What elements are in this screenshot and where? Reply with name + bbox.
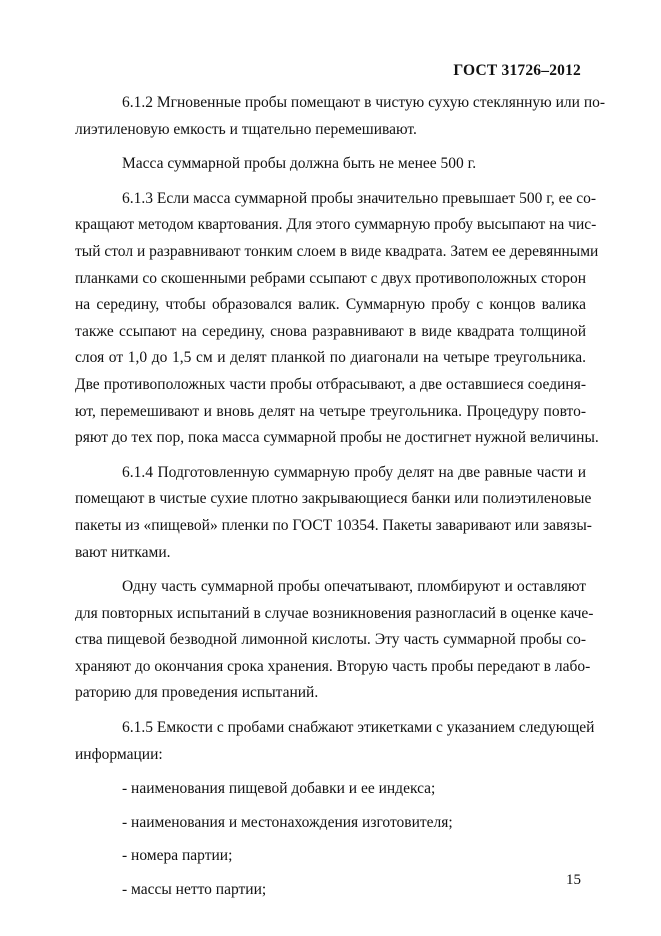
text-line: лиэтиленовую емкость и тщательно перемешивают. <box>75 120 417 138</box>
text-line: Две противоположных части пробы отбрасывают, а две оставшиеся соединя- <box>75 375 586 393</box>
text-line: ряют до тех пор, пока масса суммарной пробы не достигнет нужной величины. <box>75 429 599 447</box>
text-line: тый стол и разравнивают тонким слоем в виде квадрата. Затем ее деревянными <box>75 242 599 260</box>
label-info-list <box>75 776 586 903</box>
standard-code-header: ГОСТ 31726–2012 <box>453 62 581 79</box>
text-line: 6.1.3 Если масса суммарной пробы значительно превышает 500 г, ее со- <box>122 189 597 207</box>
text-line: кращают методом квартования. Для этого суммарную пробу высыпают на чис- <box>75 216 597 234</box>
text-line: планками со скошенными ребрами ссыпают с двух противоположных сторон <box>75 269 586 287</box>
text-line: Масса суммарной пробы должна быть не менее 500 г. <box>122 155 477 173</box>
text-line: 6.1.5 Емкости с пробами снабжают этикетками с указанием следующей <box>122 719 595 737</box>
text-line: ства пищевой безводной лимонной кислоты. Эту часть суммарной пробы со- <box>75 631 586 649</box>
text-line: на середину, чтобы образовался валик. Суммарную пробу с концов валика <box>75 296 586 314</box>
paragraph-sample-storage <box>75 574 594 707</box>
text-line: слоя от 1,0 до 1,5 см и делят планкой по диагонали на четыре треугольника. <box>75 349 586 367</box>
paragraph-6-1-5 <box>75 715 595 768</box>
text-line: храняют до окончания срока хранения. Вторую часть пробы передают в лабо- <box>75 657 591 675</box>
paragraph-6-1-2 <box>75 90 606 143</box>
paragraph-sample-mass <box>75 151 586 178</box>
text-line: помещают в чистые сухие плотно закрывающиеся банки или полиэтиленовые <box>75 490 592 508</box>
text-line: для повторных испытаний в случае возникновения разногласий в оценке каче- <box>75 604 594 622</box>
text-line: 6.1.2 Мгновенные пробы помещают в чистую сухую стеклянную или по- <box>122 94 606 111</box>
paragraph-6-1-4 <box>75 460 592 566</box>
text-line: информации: <box>75 745 163 763</box>
paragraph-6-1-3 <box>75 186 599 452</box>
text-line: вают нитками. <box>75 543 171 561</box>
text-line: также ссыпают на середину, снова разравнивают в виде квадрата толщиной <box>75 322 586 340</box>
list-item: - номера партии; <box>122 847 233 865</box>
text-line: Одну часть суммарной пробы опечатывают, пломбируют и оставляют <box>122 578 586 596</box>
text-line: ют, перемешивают и вновь делят на четыре треугольника. Процедуру повто- <box>75 402 586 420</box>
text-line: 6.1.4 Подготовленную суммарную пробу делят на две равные части и <box>122 463 586 481</box>
text-line: раторию для проведения испытаний. <box>75 684 319 702</box>
page-number: 15 <box>566 872 581 888</box>
text-line: пакеты из «пищевой» пленки по ГОСТ 10354. Пакеты заваривают или завязы- <box>75 516 592 534</box>
list-item: - наименования пищевой добавки и ее индекса; <box>122 780 436 798</box>
list-item: - наименования и местонахождения изготовителя; <box>122 813 453 831</box>
list-item: - массы нетто партии; <box>122 881 267 899</box>
document-body <box>75 90 606 911</box>
